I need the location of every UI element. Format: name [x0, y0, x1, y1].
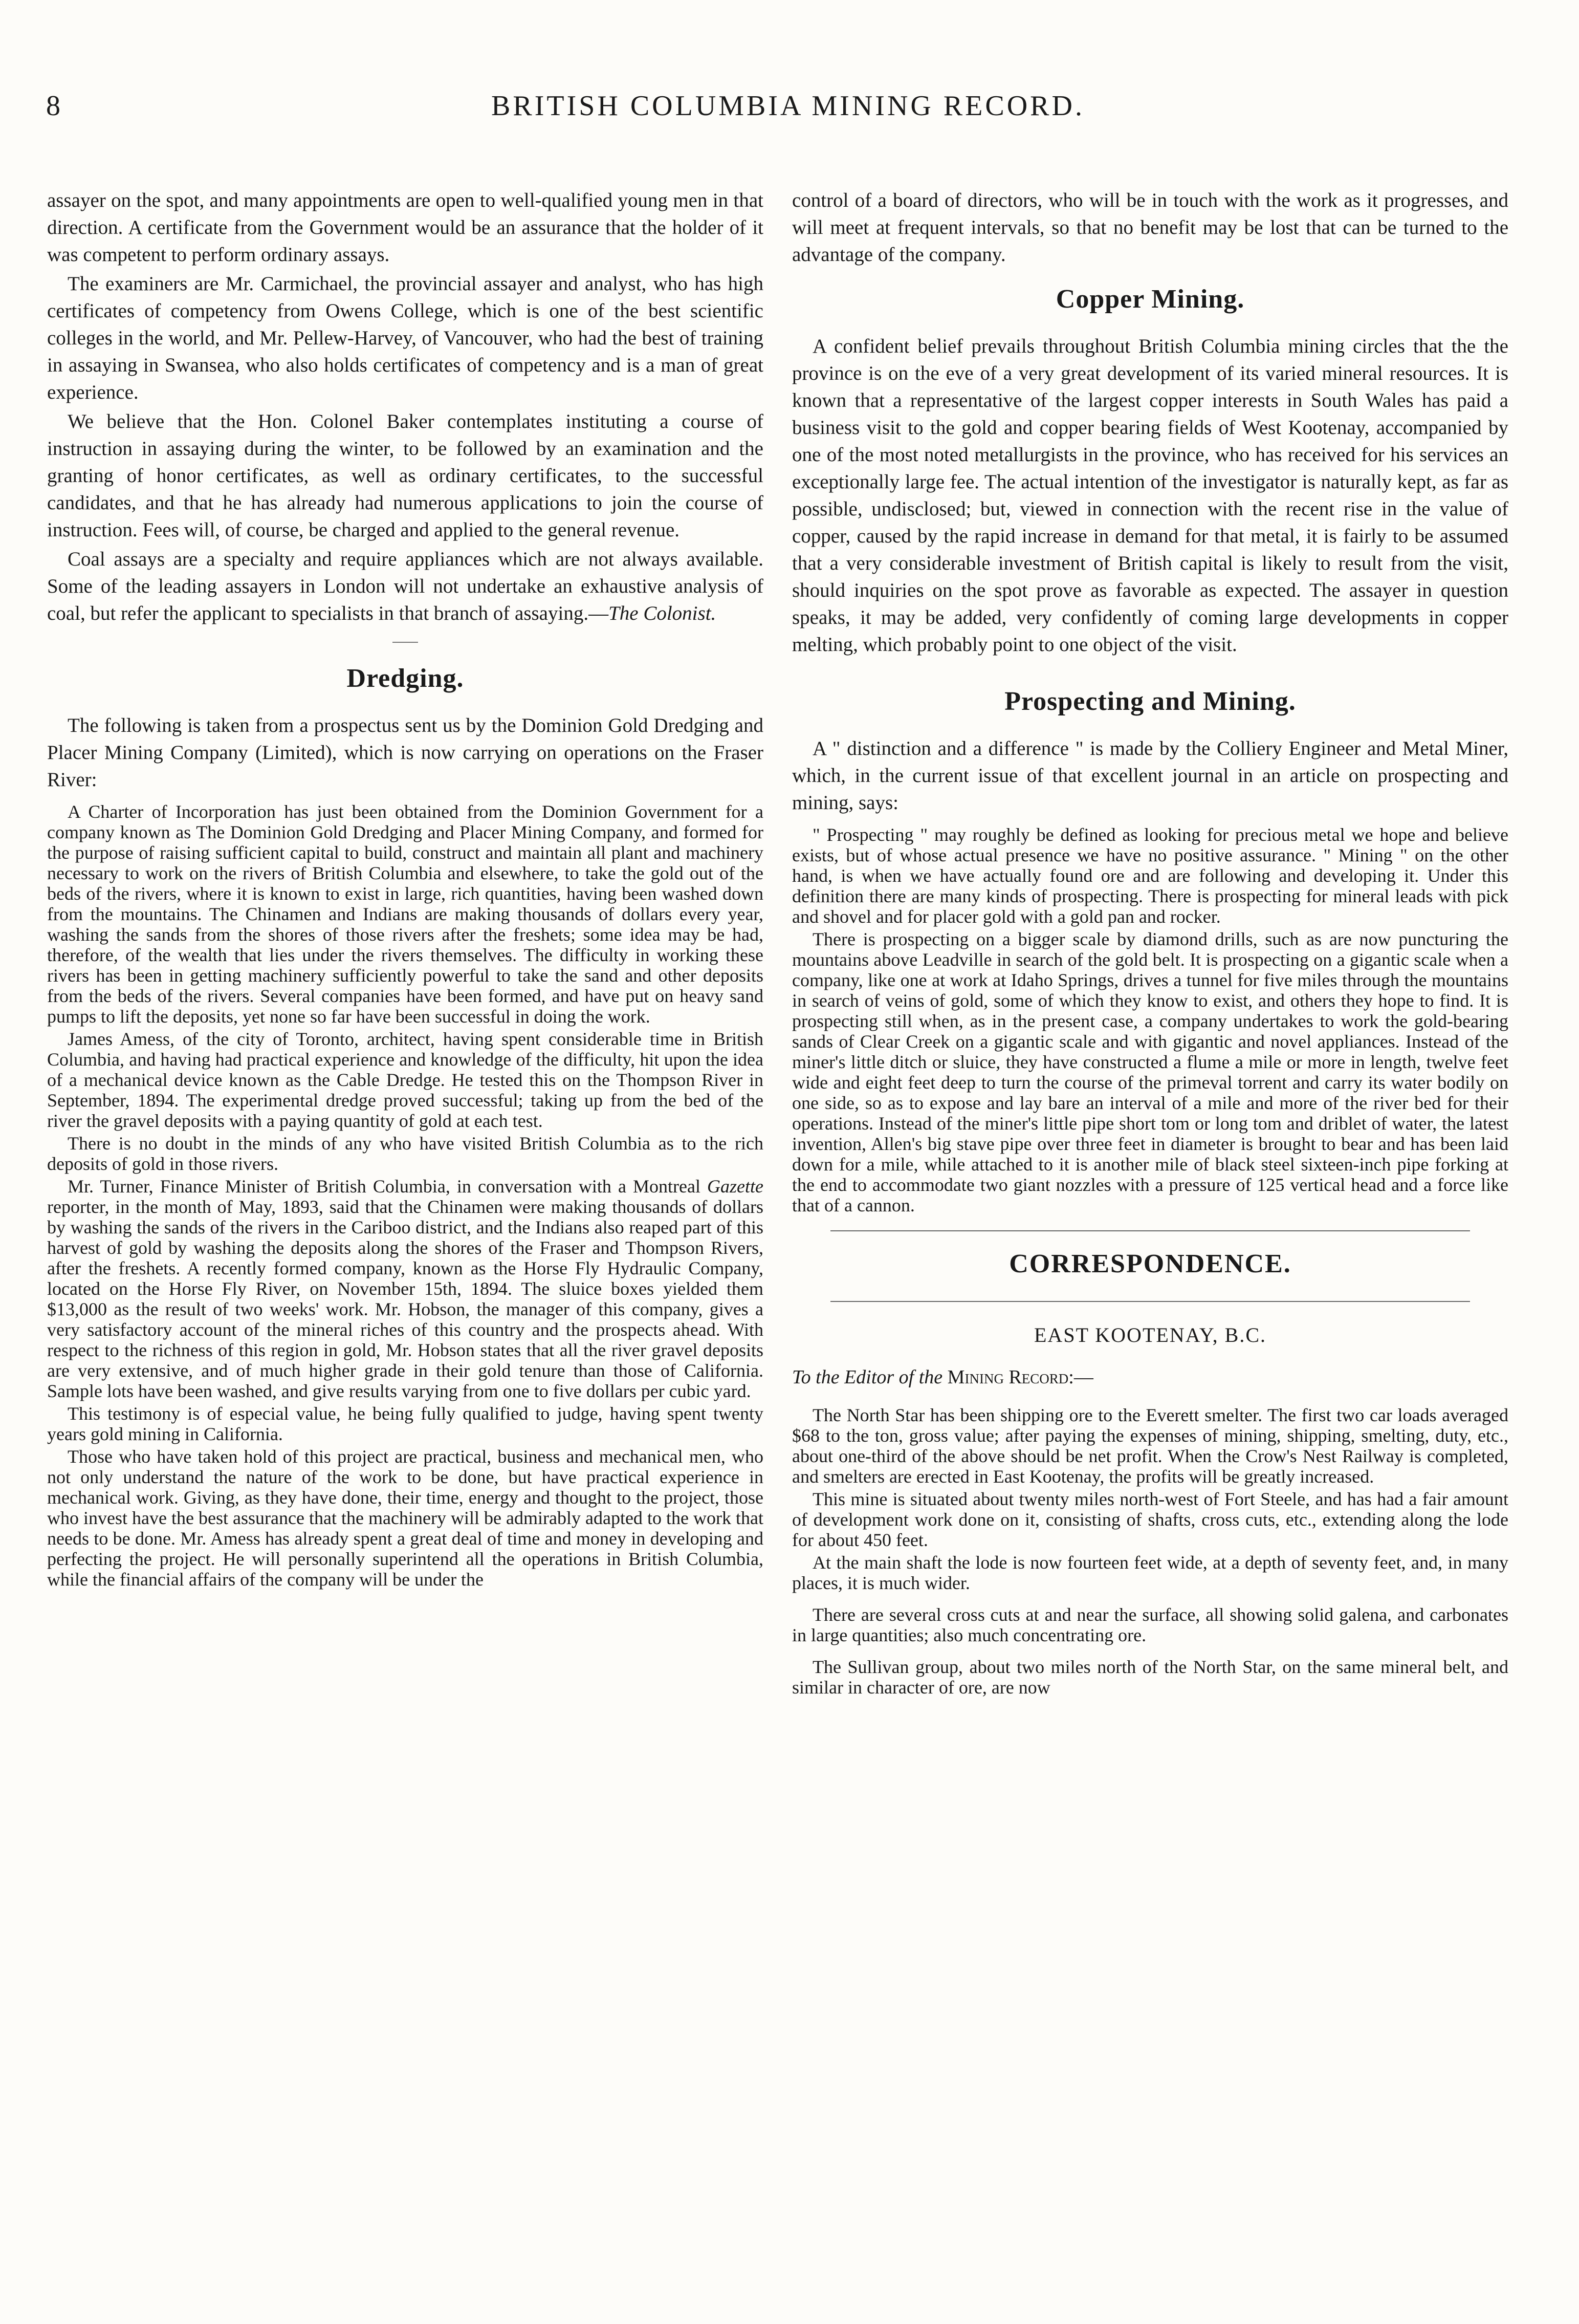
left-column: [47, 187, 763, 2275]
letter-salutation: [792, 1365, 1508, 1389]
paragraph: The examiners are Mr. Carmichael, the provincial assayer and analyst, who has high certificates of competency from Owens College, which is one of the best scientific colleges in the world, and Mr. Pellew-Harvey, of Vancouver, who had the best of training in assaying in Swansea, who also holds certificates of competency and is a man of great experience.: [47, 273, 763, 403]
letter-location: EAST KOOTENAY, B.C.: [1034, 1323, 1266, 1346]
section-heading-copper-mining: Copper Mining.: [1056, 285, 1245, 314]
right-column: [792, 187, 1508, 2275]
paragraph: There is prospecting on a bigger scale by diamond drills, such as are now puncturing the mountains above Leadville in search of the gold belt. It is prospecting on a gigantic scale when a company, like one at work at Idaho Springs, drives a tunnel for five miles through the mountains in search of veins of gold, some of which they know to exist, and others they hope to find. It is prospecting still when, as in the present case, a company undertakes to work the gold-bearing sands of Clear Creek on a gigantic scale and with gigantic and novel appliances. Instead of the miner's little ditch or sluice, they have constructed a flume a mile or more in length, twelve feet wide and eight feet deep to turn the course of the primeval torrent and carry its water bodily on one side, so as to expose and lay bare an interval of a mile and more of the river bed for their operations. Instead of the miner's little pipe short tom or long tom and driblet of water, the latest invention, Allen's big stave pipe over three feet in diameter is brought to bear and has been laid down for a mile, while attached to it is another mile of black steel sixteen-inch pipe forking at the end to accommodate two giant nozzles with a pressure of 125 vertical head and a force like that of a cannon.: [792, 929, 1508, 1215]
paragraph: This mine is situated about twenty miles north-west of Fort Steele, and has had a fair amount of development work done on it, consisting of shafts, cross cuts, etc., extending along the lode for about 450 feet.: [792, 1489, 1508, 1550]
paragraph: The North Star has been shipping ore to the Everett smelter. The first two car loads averaged $68 to the ton, gross value; after paying the expenses of mining, shipping, smelting, duty, etc., about one-third of the above should be net profit. When the Crow's Nest Railway is completed, and smelters are erected in East Kootenay, the profits will be greatly increased.: [792, 1405, 1508, 1487]
article-intro: A " distinction and a difference " is made by the Colliery Engineer and Metal Miner, which, in the current issue of that excellent journal in an article on prospecting and mining, says:: [792, 737, 1508, 814]
section-heading-correspondence: CORRESPONDENCE.: [1009, 1249, 1291, 1278]
paragraph-text: Coal assays are a specialty and require appliances which are not always available. Some of the leading assayers in London will not undertake an exhaustive analysis of coal, but refer the applicant to specialists in that branch of assaying.—: [47, 548, 763, 624]
assaying-article-continued: [47, 187, 763, 627]
salutation-punctuation: :—: [1068, 1366, 1093, 1388]
paragraph-text: reporter, in the month of May, 1893, said that the Chinamen were making thousands of dollars by washing the sands of the rivers in the Cariboo district, and the Indians also reaped part of this harvest of gold by washing the deposits along the shores of the Fraser and Thompson Rivers, after the freshets. A recently formed company, known as the Horse Fly Hydraulic Company, located on the Horse Fly River, on November 15th, 1894. The sluice boxes yielded them $13,000 as the result of two weeks' work. Mr. Hobson, the manager of this company, gives a very satisfactory account of the mineral riches of this country and the prospects ahead. With respect to the richness of this region in gold, Mr. Hobson states that all the river gravel deposits are very extensive, and of much higher grade in their gold tenure than those of California. Sample lots have been washed, and give results varying from one to five dollars per cubic yard.: [47, 1197, 763, 1401]
page-number: 8: [46, 90, 61, 122]
paragraph: James Amess, of the city of Toronto, architect, having spent considerable time in British Columbia, and having had practical experience and knowledge of the difficulty, hit upon the idea of a mechanical device known as the Cable Dredge. He tested this on the Thompson River in September, 1894. The experimental dredge proved successful; taking up from the bed of the river the gravel deposits with a paying quantity of gold at each test.: [47, 1029, 763, 1131]
section-divider: [792, 1215, 1508, 1246]
paragraph: [47, 546, 763, 627]
paragraph: control of a board of directors, who will be in touch with the work as it progresses, and will meet at frequent intervals, so that no benefit may be lost that can be turned to the advantage of the company.: [792, 189, 1508, 266]
section-heading-prospecting-and-mining: Prospecting and Mining.: [1004, 687, 1296, 716]
copper-mining-article: [792, 281, 1508, 658]
journal-title: BRITISH COLUMBIA MINING RECORD.: [491, 90, 1085, 122]
paragraph: " Prospecting " may roughly be defined as looking for precious metal we hope and believe exists, but of whose actual presence we have no positive assurance. " Mining " on the other hand, is when we have actually found ore and are following and developing it. Under this definition there are many kinds of prospecting. There is prospecting for mineral leads with pick and shovel and for placer gold with a gold pan and rocker.: [792, 824, 1508, 927]
paragraph: This testimony is of especial value, he being fully qualified to judge, having spent twenty years gold mining in California.: [47, 1403, 763, 1444]
paragraph: A Charter of Incorporation has just been obtained from the Dominion Government for a company known as The Dominion Gold Dredging and Placer Mining Company, and formed for the purpose of raising sufficient capital to build, construct and maintain all plant and machinery necessary to work on the rivers of British Columbia and elsewhere, to take the gold out of the beds of the rivers, where it is known to exist in large, rich quantities, having been washed down from the mountains. The Chinamen and Indians are making thousands of dollars every year, washing the sands from the shores of those rivers after the freshets; some idea may be had, therefore, of the wealth that lies under the rivers themselves. The difficulty in working these rivers has been in getting machinery sufficiently powerful to take the sand and other deposits from the beds of the rivers. Several companies have been formed, and have put on heavy sand pumps to lift the deposits, yet none so far have been successful in doing the work.: [47, 801, 763, 1027]
salutation-text: To the Editor of the: [792, 1366, 948, 1388]
paragraph: A confident belief prevails throughout British Columbia mining circles that the the province is on the eve of a very great development of its varied mineral resources. It is known that a representative of the largest copper interests in South Wales has paid a business visit to the gold and copper bearing fields of West Kootenay, accompanied by one of the most noted metallurgists in the province, who has received for his services an exceptionally large fee. The actual intention of the investigator is naturally kept, as far as possible, undisclosed; but, viewed in connection with the recent rise in the value of copper, caused by the rapid increase in demand for that metal, it is fairly to be assumed that a very considerable investment of British capital is likely to result from the visit, should inquiries on the spot prove as favorable as expected. The assayer in question speaks, it may be added, very confidently of coming large developments in copper melting, which probably point to one object of the visit.: [792, 335, 1508, 656]
article-intro: The following is taken from a prospectus sent us by the Dominion Gold Dredging and Placer Mining Company (Limited), which is now carrying on operations on the Fraser River:: [47, 714, 763, 791]
dredging-article: [47, 661, 763, 1590]
paragraph: [47, 1176, 763, 1401]
prospecting-article: [792, 684, 1508, 1215]
running-head: [46, 90, 1530, 136]
section-divider: [792, 1296, 1508, 1307]
paragraph: The Sullivan group, about two miles north of the North Star, on the same mineral belt, and similar in character of ore, are now: [792, 1657, 1508, 1698]
paragraph-text: Mr. Turner, Finance Minister of British Columbia, in conversation with a Montreal: [68, 1176, 708, 1197]
paragraph: We believe that the Hon. Colonel Baker contemplates instituting a course of instruction in assaying during the winter, to be followed by an examination and the granting of honor certificates, as well as ordinary certificates, to the successful candidates, and that he has already had numerous applications to join the course of instruction. Fees will, of course, be charged and applied to the general revenue.: [47, 410, 763, 541]
paragraph: Those who have taken hold of this project are practical, business and mechanical men, who not only understand the nature of the work to be done, but have practical experience in mechanical work. Giving, as they have done, their time, energy and thought to the project, those who invest have the best assurance that the machinery will be admirably adapted to the work that needs to be done. Mr. Amess has already spent a great deal of time and money in developing and perfecting the project. He will personally superintend all the operations in British Columbia, while the financial affairs of the company will be under the: [47, 1446, 763, 1590]
correspondence-section: [792, 1246, 1508, 1698]
salutation-journal-name: Mining Record: [947, 1366, 1069, 1388]
paragraph: There are several cross cuts at and near the surface, all showing solid galena, and carbonates in large quantities; also much concentrating ore.: [792, 1604, 1508, 1645]
paragraph: There is no doubt in the minds of any who have visited British Columbia as to the rich deposits of gold in those rivers.: [47, 1133, 763, 1174]
publication-name: Gazette: [707, 1176, 763, 1197]
section-divider: [47, 627, 763, 658]
section-heading-dredging: Dredging.: [346, 664, 464, 693]
paragraph: At the main shaft the lode is now fourteen feet wide, at a depth of seventy feet, and, in many places, it is much wider.: [792, 1552, 1508, 1593]
source-attribution: The Colonist.: [608, 602, 716, 624]
paragraph: assayer on the spot, and many appointments are open to well-qualified young men in that direction. A certificate from the Government would be an assurance that the holder of it was competent to perform ordinary assays.: [47, 189, 763, 266]
